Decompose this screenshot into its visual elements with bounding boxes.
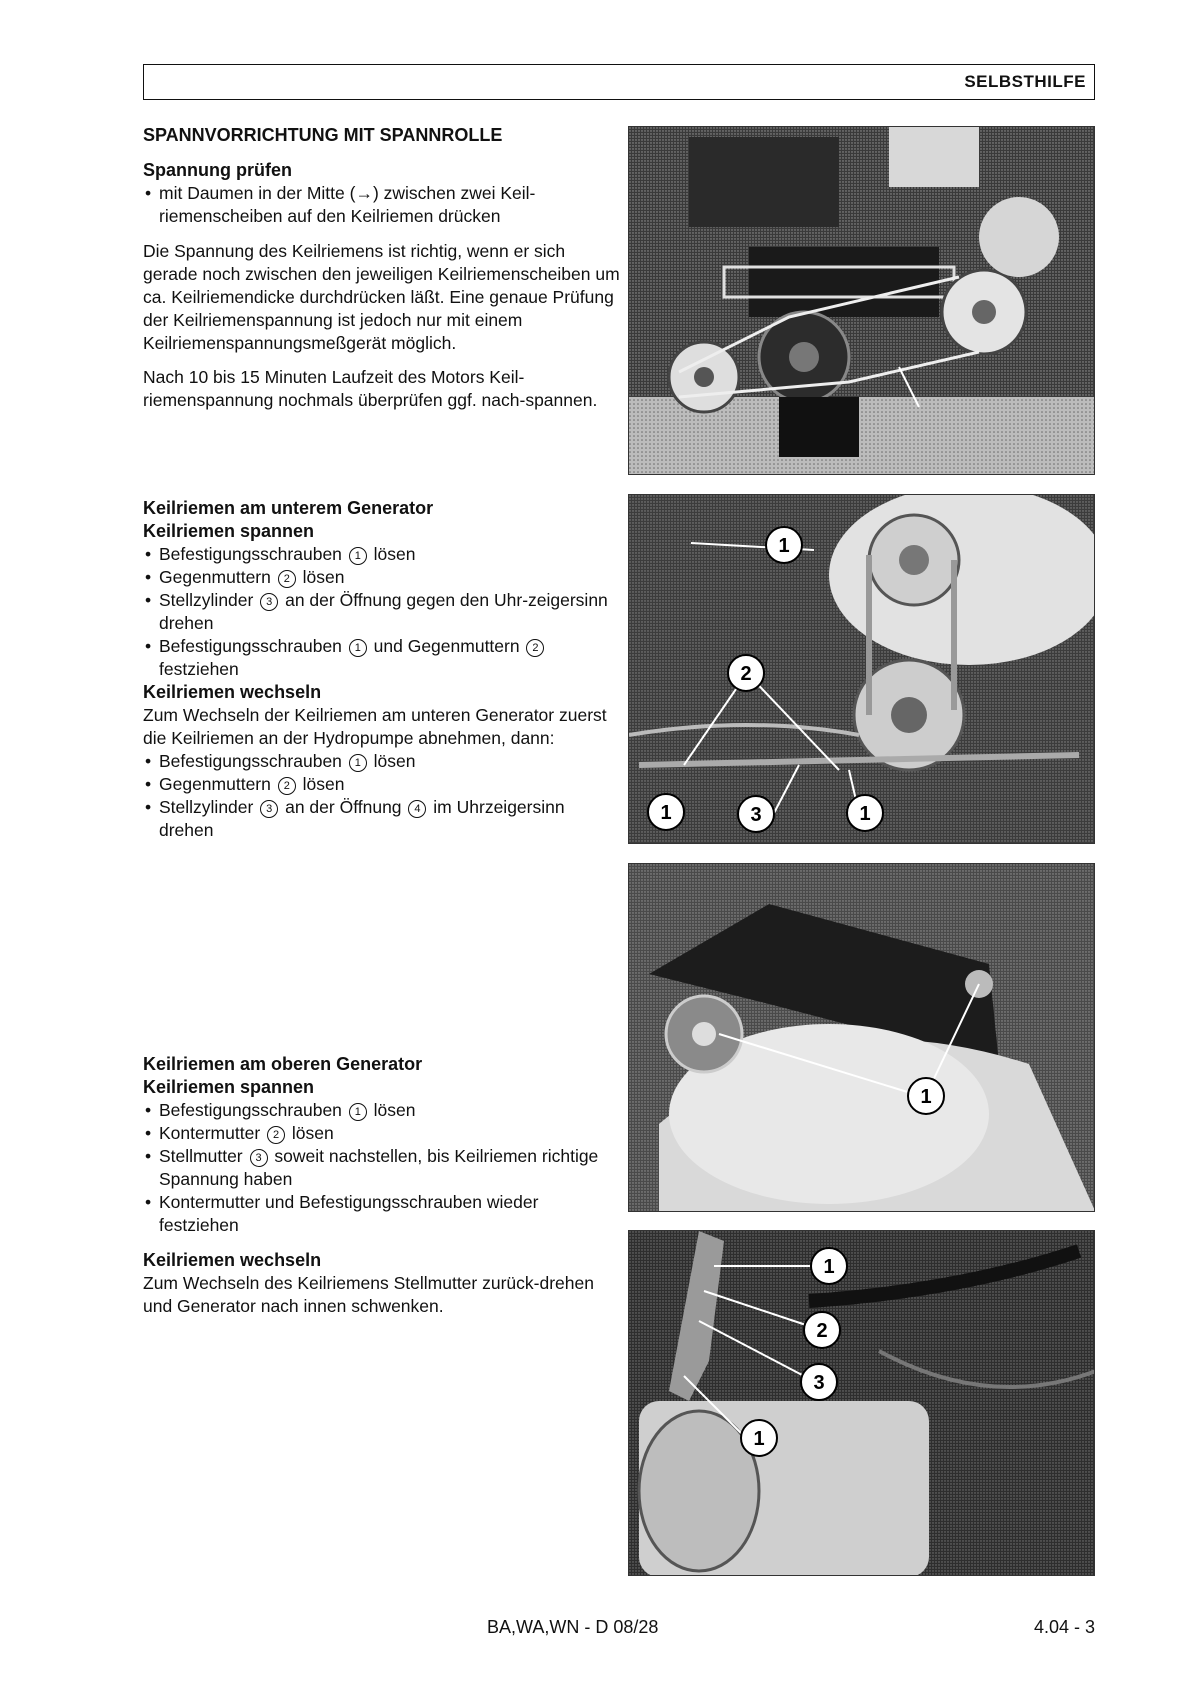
marker-1: 1 <box>349 1103 367 1121</box>
footer-document-code: BA,WA,WN - D 08/28 <box>487 1617 659 1637</box>
callout-1 <box>908 1078 944 1114</box>
block2-text: Zum Wechseln der Keilriemen am unteren Generator zuerst die Keilriemen an der Hydropumpe abnehmen, dann: <box>143 705 607 748</box>
marker-4: 4 <box>408 800 426 818</box>
svg-text:2: 2 <box>740 663 752 685</box>
block-oberer-generator <box>143 1053 623 1318</box>
block3-sub2: Keilriemen wechseln <box>143 1250 322 1270</box>
block2-change3: • Stellzylinder 3 an der Öffnung 4 im Uhrzeigersinn drehen <box>143 796 623 842</box>
photo-lower-generator <box>628 494 1095 844</box>
svg-text:3: 3 <box>750 804 762 826</box>
block2-step1: • Befestigungsschrauben 1 lösen <box>143 543 623 566</box>
callout-3 <box>801 1364 837 1400</box>
block1-paragraph1: Die Spannung des Keilriemens ist richtig, wenn er sich gerade noch zwischen den jeweiligen Keilriemenscheiben um ca. Keilriemendicke durchdrücken läßt. Eine genaue Prüfung der Keilriemenspannung ist jedoch nur mit einem Keilriemenspannungsmeßgerät möglich. <box>143 241 620 353</box>
block2-step2: • Gegenmuttern 2 lösen <box>143 566 623 589</box>
svg-text:2: 2 <box>816 1320 828 1342</box>
section-header <box>143 64 1095 100</box>
marker-2: 2 <box>267 1126 285 1144</box>
marker-3: 3 <box>260 593 278 611</box>
block2-change1: • Befestigungsschrauben 1 lösen <box>143 750 623 773</box>
block-spannvorrichtung <box>143 124 623 412</box>
callout-1-bottom <box>741 1420 777 1456</box>
marker-1: 1 <box>349 639 367 657</box>
photo-engine-belt-tensioner <box>628 126 1095 475</box>
callout-1-top <box>766 527 802 563</box>
block2-sub1: Keilriemen spannen <box>143 521 315 541</box>
block2-step3: • Stellzylinder 3 an der Öffnung gegen den Uhr-zeigersinn drehen <box>143 589 623 635</box>
block3-title: Keilriemen am oberen Generator <box>143 1054 423 1074</box>
photo-upper-generator-bracket <box>628 863 1095 1212</box>
callout-1-right <box>847 795 883 831</box>
block3-sub1: Keilriemen spannen <box>143 1077 315 1097</box>
marker-3: 3 <box>260 800 278 818</box>
footer-page-number: 4.04 - 3 <box>1033 1617 1095 1637</box>
svg-text:1: 1 <box>660 802 672 824</box>
block1-paragraph2: Nach 10 bis 15 Minuten Laufzeit des Motors Keil-riemenspannung nochmals überprüfen ggf. nach-spannen. <box>143 367 598 410</box>
block1-title: SPANNVORRICHTUNG MIT SPANNROLLE <box>143 125 503 145</box>
svg-text:1: 1 <box>859 803 871 825</box>
svg-text:1: 1 <box>920 1086 932 1108</box>
callout-2 <box>728 655 764 691</box>
marker-2: 2 <box>278 570 296 588</box>
callout-1-left <box>648 794 684 830</box>
block3-step1: • Befestigungsschrauben 1 lösen <box>143 1099 623 1122</box>
callout-2 <box>804 1312 840 1348</box>
svg-text:1: 1 <box>823 1256 835 1278</box>
marker-2: 2 <box>526 639 544 657</box>
block2-title: Keilriemen am unterem Generator <box>143 498 434 518</box>
marker-1: 1 <box>349 754 367 772</box>
photo-upper-generator-detail <box>628 1230 1095 1576</box>
block3-step4: • Kontermutter und Befestigungsschrauben wieder festziehen <box>143 1191 623 1237</box>
callout-3 <box>738 796 774 832</box>
block2-change2: • Gegenmuttern 2 lösen <box>143 773 623 796</box>
marker-3: 3 <box>250 1149 268 1167</box>
block3-step3: • Stellmutter 3 soweit nachstellen, bis Keilriemen richtige Spannung haben <box>143 1145 623 1191</box>
block2-sub2: Keilriemen wechseln <box>143 682 322 702</box>
block1-bullet: • mit Daumen in der Mitte (→) zwischen zwei Keil-riemenscheiben auf den Keilriemen drücken <box>143 182 623 228</box>
block3-text: Zum Wechseln des Keilriemens Stellmutter zurück-drehen und Generator nach innen schwenken. <box>143 1273 594 1316</box>
block-unterer-generator <box>143 497 623 842</box>
block2-step4: • Befestigungsschrauben 1 und Gegenmuttern 2 festziehen <box>143 635 623 681</box>
svg-text:3: 3 <box>813 1372 825 1394</box>
marker-2: 2 <box>278 777 296 795</box>
marker-1: 1 <box>349 547 367 565</box>
callout-1-top <box>811 1248 847 1284</box>
block3-step2: • Kontermutter 2 lösen <box>143 1122 623 1145</box>
block1-subtitle: Spannung prüfen <box>143 160 292 180</box>
svg-text:1: 1 <box>753 1428 765 1450</box>
section-title: SELBSTHILFE <box>964 72 1086 91</box>
svg-text:1: 1 <box>778 535 790 557</box>
